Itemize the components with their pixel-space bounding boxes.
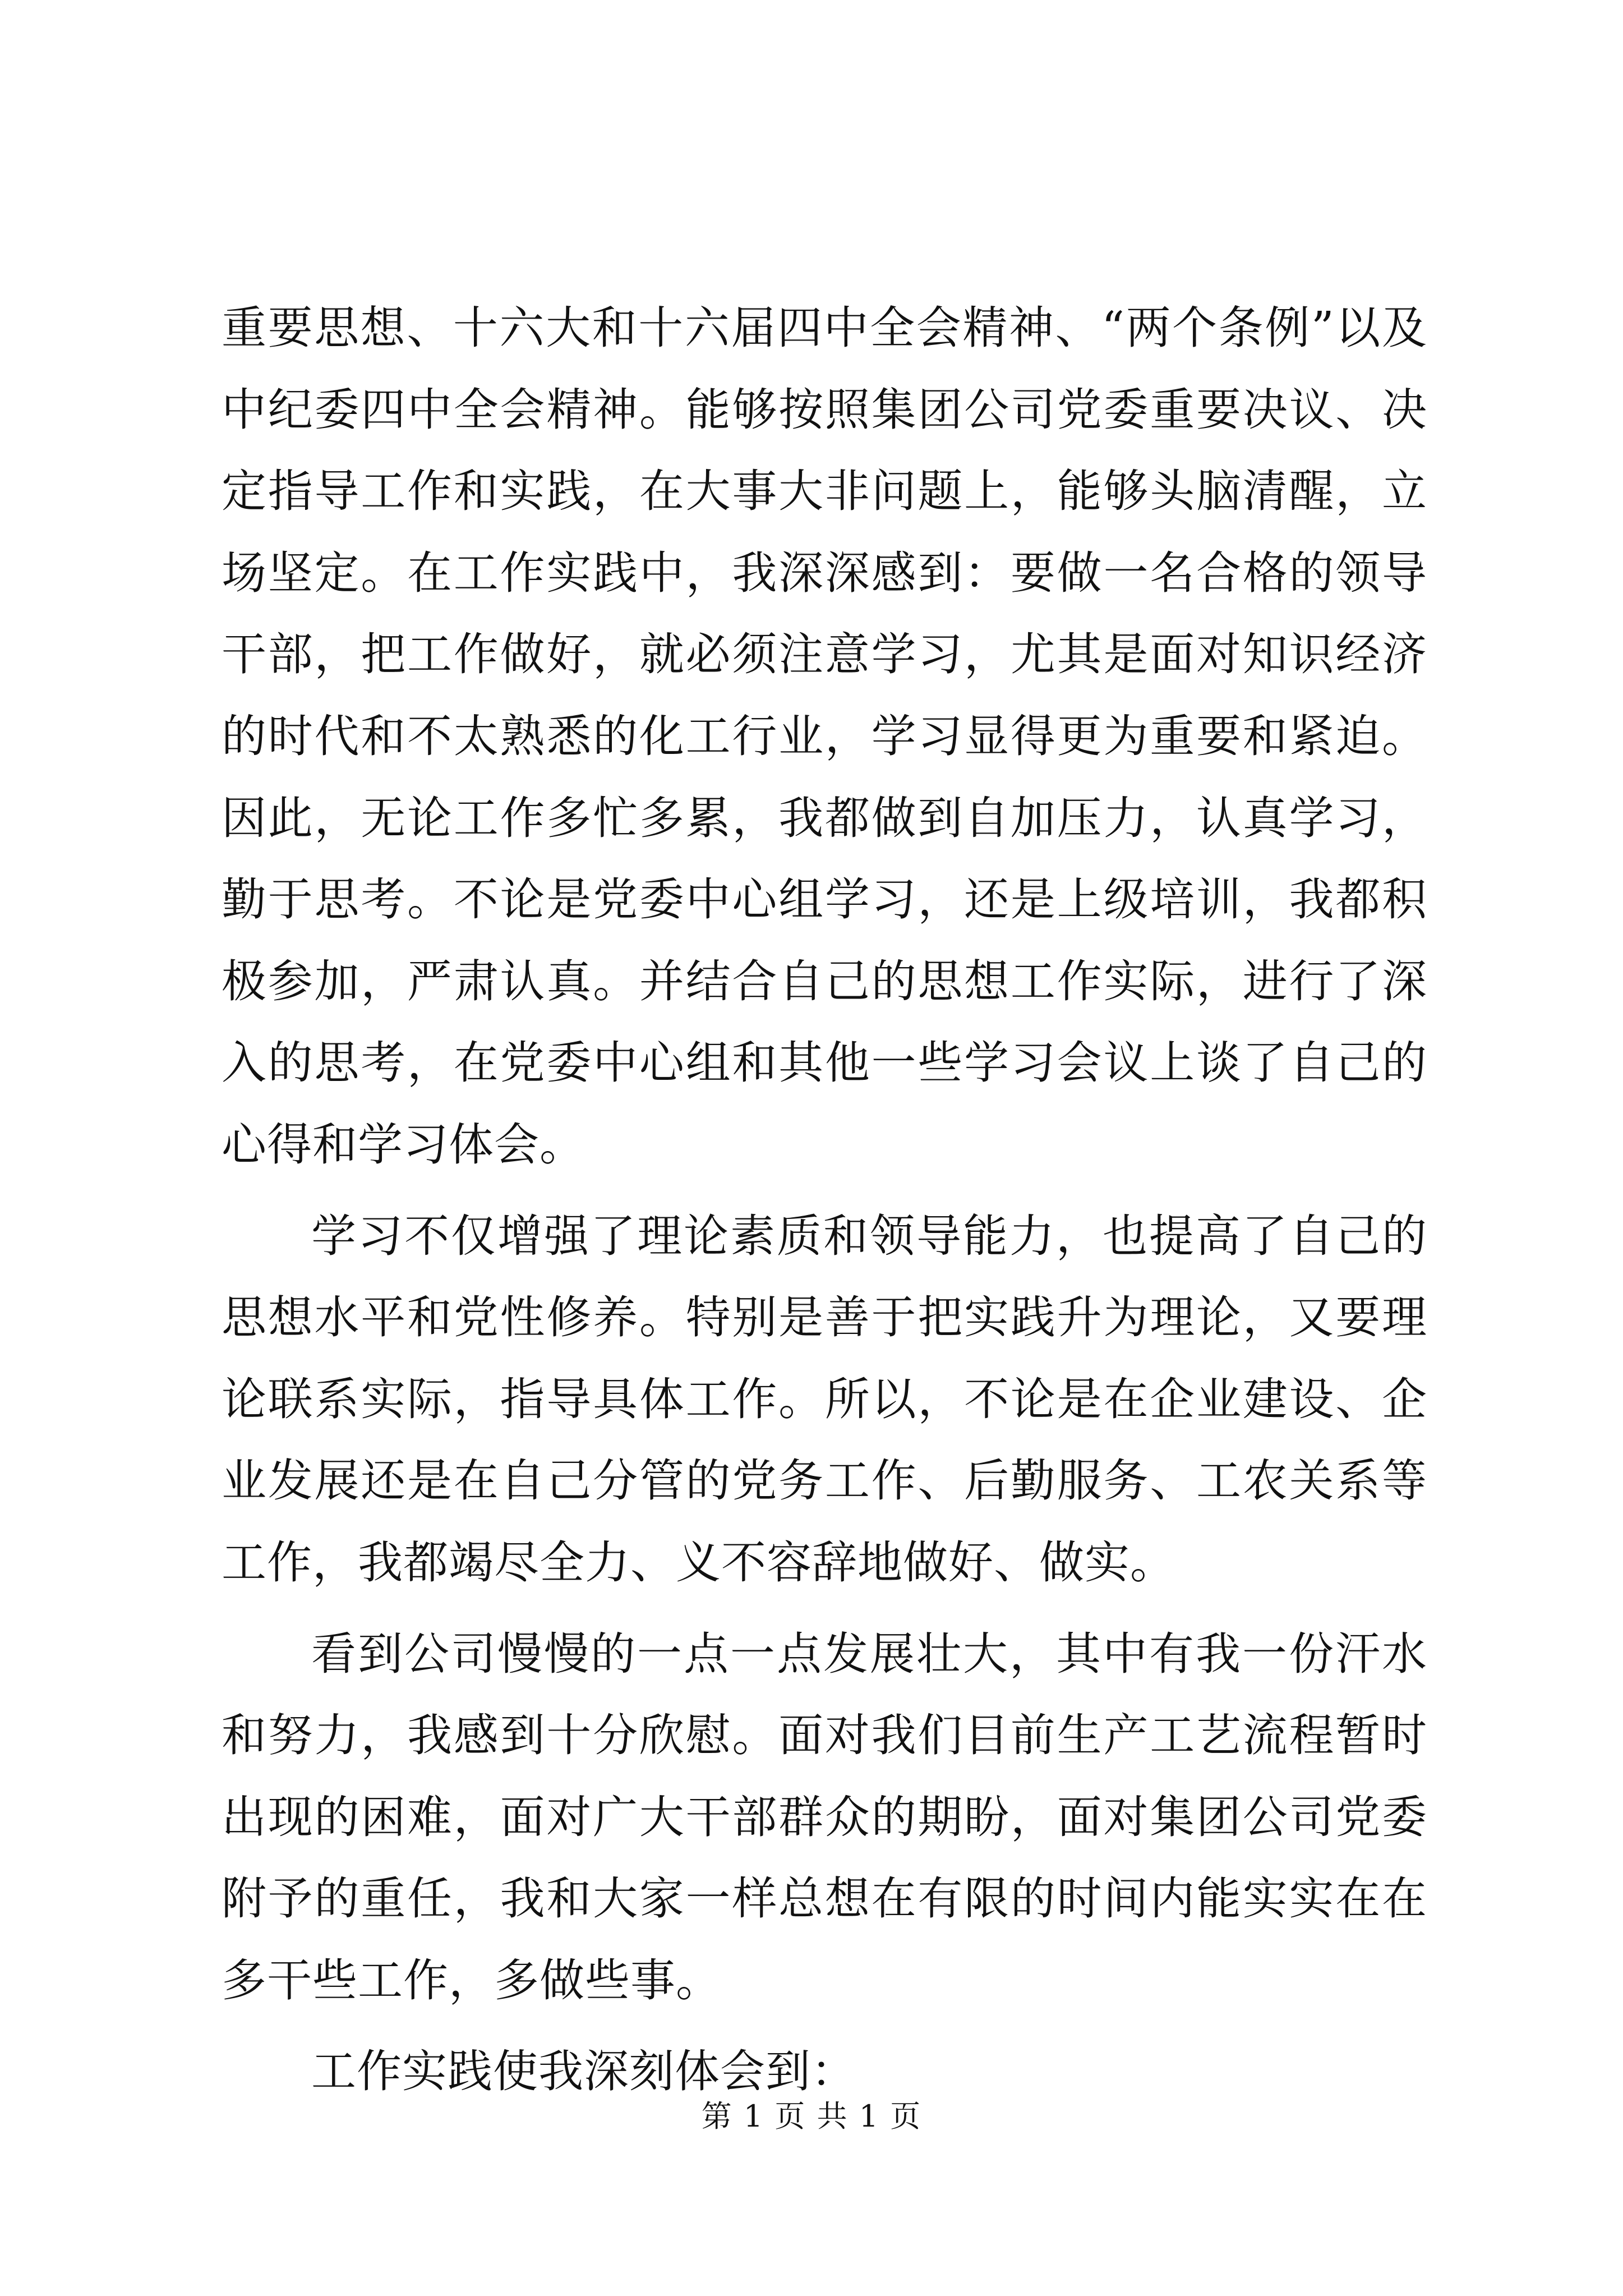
document-body xyxy=(222,287,1427,2122)
paragraph-3: 看到公司慢慢的一点一点发展壮大，其中有我一份汗水和努力，我感到十分欣慰。面对我们目前生产工艺流程暂时出现的困难，面对广大干部群众的期盼，面对集团公司党委附予的重任，我和大家一样总想在有限的时间内能实实在在多干些工作，多做些事。 xyxy=(222,1627,1427,2007)
paragraph-1: 重要思想、十六大和十六届四中全会精神、“两个条例”以及中纪委四中全会精神。能够按照集团公司党委重要决议、决定指导工作和实践，在大事大非问题上，能够头脑清醒，立场坚定。在工作实践中，我深深感到：要做一名合格的领导干部，把工作做好，就必须注意学习，尤其是面对知识经济的时代和不太熟悉的化工行业，学习显得更为重要和紧迫。因此，无论工作多忙多累，我都做到自加压力，认真学习，勤于思考。不论是党委中心组学习，还是上级培训，我都积极参加，严肃认真。并结合自己的思想工作实际，进行了深入的思考，在党委中心组和其他一些学习会议上谈了自己的心得和学习体会。 xyxy=(222,302,1427,1171)
paragraph-4: 工作实践使我深刻体会到： xyxy=(311,2045,856,2098)
page-number-footer: 第 1 页 共 1 页 xyxy=(701,2099,922,2134)
paragraph-2: 学习不仅增强了理论素质和领导能力，也提高了自己的思想水平和党性修养。特别是善于把实践升为理论，又要理论联系实际，指导具体工作。所以，不论是在企业建设、企业发展还是在自己分管的党务工作、后勤服务、工农关系等工作，我都竭尽全力、义不容辞地做好、做实。 xyxy=(222,1209,1427,1589)
